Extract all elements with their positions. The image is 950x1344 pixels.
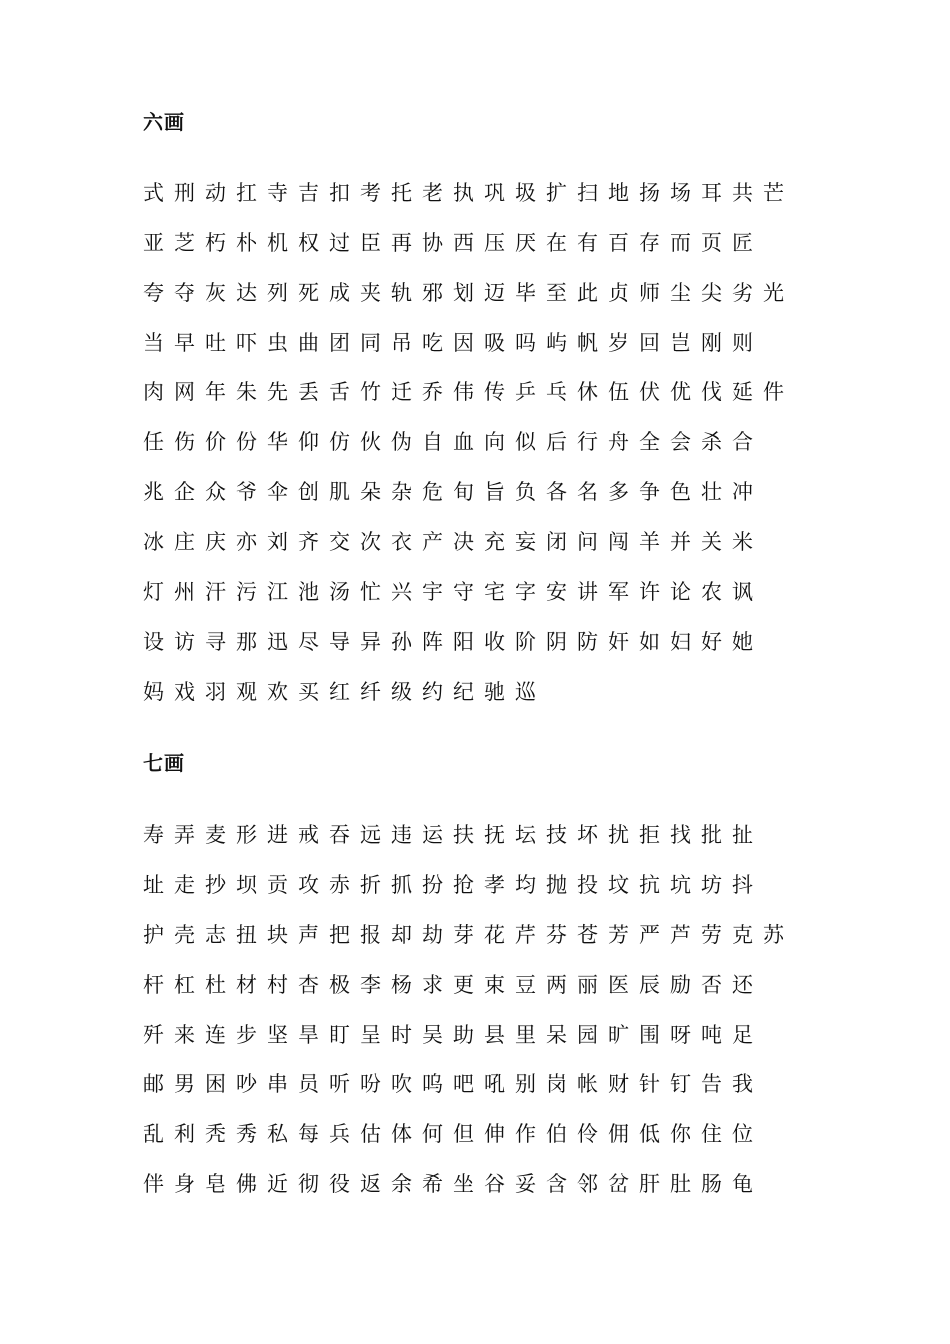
- char-line: 肉网年朱先丢舌竹迁乔伟传乒乓休伍伏优伐延件: [143, 380, 794, 404]
- char-line: 亚芝朽朴机权过臣再协西压厌在有百存而页匠: [143, 231, 763, 255]
- char-line: 邮男困吵串员听吩吹呜吧吼别岗帐财针钉告我: [143, 1072, 763, 1096]
- char-line: 设访寻那迅尽导异孙阵阳收阶阴防奸如妇好她: [143, 630, 763, 654]
- char-line: 杆杠杜材村杏极李杨求更束豆两丽医辰励否还: [143, 973, 763, 997]
- char-line: 址走抄坝贡攻赤折抓扮抢孝均抛投坟抗坑坊抖: [143, 873, 763, 897]
- char-line: 当早吐吓虫曲团同吊吃因吸吗屿帆岁回岂刚则: [143, 331, 763, 355]
- char-line: 夸夺灰达列死成夹轨邪划迈毕至此贞师尘尖劣光: [143, 281, 794, 305]
- char-line: 灯州汗污江池汤忙兴宇守宅字安讲军许论农讽: [143, 580, 763, 604]
- section-title-six-strokes: 六画: [143, 110, 185, 134]
- char-line: 护壳志扭块声把报却劫芽花芹芬苍芳严芦劳克苏: [143, 923, 794, 947]
- char-line: 任伤价份华仰仿伙伪自血向似后行舟全会杀合: [143, 430, 763, 454]
- char-line: 冰庄庆亦刘齐交次衣产决充妄闭问闯羊并关米: [143, 530, 763, 554]
- char-line: 歼来连步坚旱盯呈时吴助县里呆园旷围呀吨足: [143, 1023, 763, 1047]
- char-line: 寿弄麦形进戒吞远违运扶抚坛技坏扰拒找批扯: [143, 823, 763, 847]
- char-line: 伴身皂佛近彻役返余希坐谷妥含邻岔肝肚肠龟: [143, 1172, 763, 1196]
- char-line: 妈戏羽观欢买红纤级约纪驰巡: [143, 680, 546, 704]
- section-title-seven-strokes: 七画: [143, 751, 185, 775]
- char-line: 兆企众爷伞创肌朵杂危旬旨负各名多争色壮冲: [143, 480, 763, 504]
- char-line: 乱利秃秀私每兵估体何但伸作伯伶佣低你住位: [143, 1122, 763, 1146]
- char-line: 式刑动扛寺吉扣考托老执巩圾扩扫地扬场耳共芒: [143, 181, 794, 205]
